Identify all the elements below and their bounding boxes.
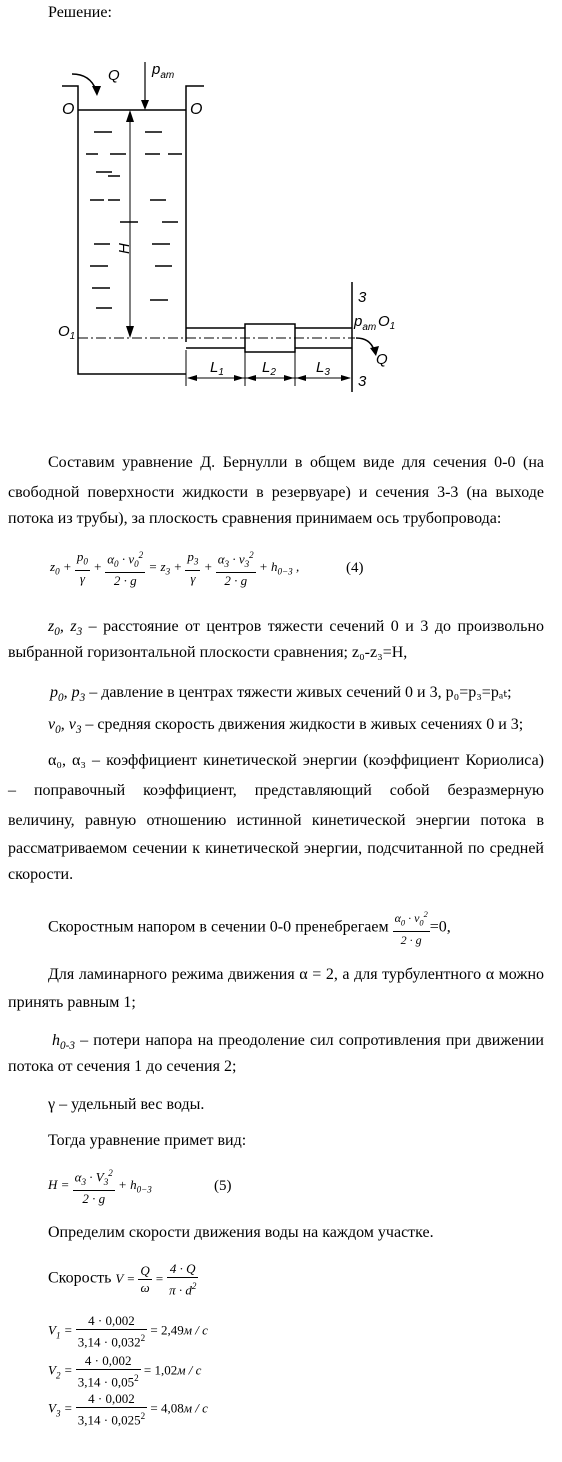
def-alpha-line-5: скорости.: [8, 866, 74, 883]
label-p-top: $p_{ат}$: [152, 61, 175, 81]
equation-4-number: (4): [346, 560, 364, 576]
def-p-line: $p_0$, $p_3$ – давление в центрах тяжести живых сечений 0 и 3, p₀=p₃=pₐₜ;: [50, 684, 512, 705]
def-z-line-2: выбранной горизонтальной плоскости сравнения; z₀-z₃=H,: [8, 644, 408, 661]
label-o1-out: $O_1$: [378, 313, 396, 332]
neglect-line: Скоростным напором в сечении 0-0 пренебрегаем $\frac{\alpha_0 \cdot v_0^2}{2 \cdot g}$ =0,: [48, 910, 451, 948]
laminar-line-1: Для ламинарного режима движения α = 2, а для турбулентного α можно: [48, 966, 544, 983]
label-o1: $O_1$: [58, 323, 76, 342]
para1-line-3: потока из трубы), за плоскость сравнения принимаем ось трубопровода:: [8, 510, 502, 527]
label-p-out: $p_{ат}$: [354, 313, 377, 333]
equation-5-number: (5): [214, 1178, 232, 1194]
def-alpha-line-1: α₀, α₃ – коэффициент кинетической энергии (коэффициент Кориолиса): [48, 752, 544, 769]
label-l1: $L_1$: [210, 359, 224, 378]
then-line: Тогда уравнение примет вид:: [48, 1132, 247, 1149]
def-gamma: γ – удельный вес воды.: [48, 1096, 205, 1113]
label-h: H: [116, 243, 133, 254]
speeds-intro: Определим скорости движения воды на каждом участке.: [48, 1224, 434, 1241]
def-alpha-line-3: величину, равную отношению истинной кинетической энергии потока в: [8, 812, 544, 829]
equation-4: $z_0$ + $\frac{p_0}{\gamma}$ + $\frac{\alpha_0 \cdot v_0^2}{2 \cdot g}$ = $z_3$ + $\frac{p_3}{\gamma}$ + $\frac{\alpha_3 \cdot v_3^2}{2 \cdot g}$ + $h_{0-3}$ ,: [50, 549, 300, 588]
label-q-top: Q: [108, 67, 120, 84]
label-l3: $L_3$: [316, 359, 330, 378]
label-o-right: O: [190, 101, 203, 118]
def-h-line-2: потока от сечения 1 до сечения 2;: [8, 1058, 237, 1075]
def-alpha-line-2: – поправочный коэффициент, представляющий собой безразмерную: [8, 782, 544, 799]
label-section-3-top: 3: [358, 289, 367, 306]
heading: Решение:: [48, 4, 112, 21]
def-alpha-line-4: рассматриваемом сечении к кинетической энергии, подсчитанной по средней: [8, 840, 544, 857]
label-o-left: O: [62, 101, 75, 118]
v1-calc: $V_1$ = $\frac{4 \cdot 0,002}{3,14 \cdot 0,032^2}$ = 2,49м / с: [48, 1313, 208, 1350]
v3-calc: $V_3$ = $\frac{4 \cdot 0,002}{3,14 \cdot 0,025^2}$ = 4,08м / с: [48, 1391, 208, 1428]
speed-formula: Скорость V = $\frac{Q}{\omega}$ = $\frac{4 \cdot Q}{\pi \cdot d^2}$: [48, 1261, 197, 1298]
def-h-line-1: $h_{0-3}$ – потери напора на преодоление сил сопротивления при движении: [52, 1032, 544, 1053]
def-z-line-1: $z_0$, $z_3$ – расстояние от центров тяжести сечений 0 и 3 до произвольно: [48, 618, 545, 639]
tank-pipe-diagram: [0, 50, 562, 450]
label-section-3-bottom: 3: [358, 373, 367, 390]
v2-calc: $V_2$ = $\frac{4 \cdot 0,002}{3,14 \cdot 0,05^2}$ = 1,02м / с: [48, 1353, 202, 1390]
label-q-out: Q: [376, 351, 388, 368]
label-l2: $L_2$: [262, 359, 276, 378]
laminar-line-2: принять равным 1;: [8, 994, 136, 1011]
para1-line-1: Составим уравнение Д. Бернулли в общем виде для сечения 0-0 (на: [48, 454, 544, 471]
def-v-line: $v_0$, $v_3$ – средняя скорость движения жидкости в живых сечениях 0 и 3;: [48, 716, 524, 737]
equation-5: H = $\frac{\alpha_3 \cdot V_3^2}{2 \cdot g}$ + $h_{0-3}$: [48, 1168, 152, 1206]
para1-line-2: свободной поверхности жидкости в резервуаре) и сечения 3-3 (на выходе: [8, 484, 544, 501]
